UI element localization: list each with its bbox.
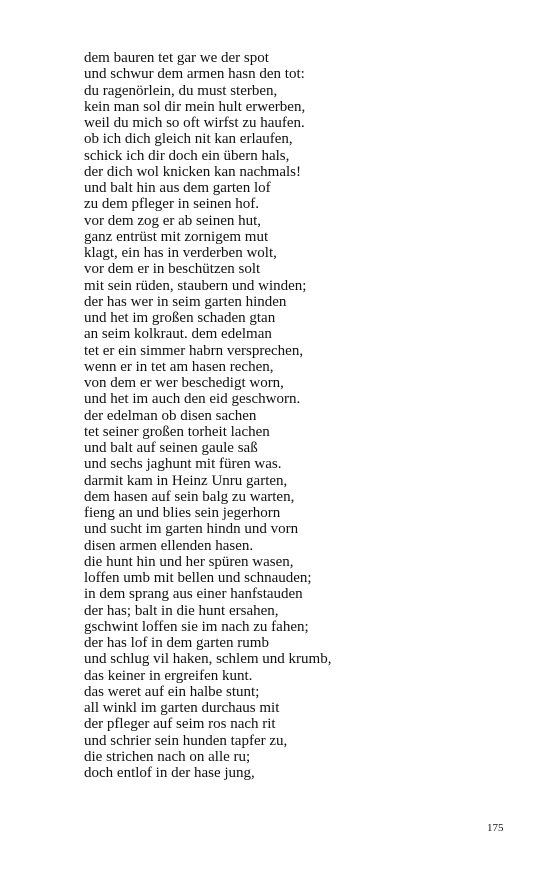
poem-line: kein man sol dir mein hult erwerben,: [84, 98, 306, 115]
poem-line: mit sein rüden, staubern und winden;: [84, 277, 307, 294]
poem-line: der has lof in dem garten rumb: [84, 635, 269, 651]
poem-line: ob ich dich gleich nit kan erlaufen,: [84, 131, 293, 148]
poem-line: ganz entrüst mit zornigem mut: [84, 228, 269, 245]
poem-line: und sechs jaghunt mit füren was.: [84, 456, 282, 473]
poem-line: die strichen nach on alle ru;: [84, 748, 251, 765]
poem-line: dem bauren tet gar we der spot: [84, 50, 269, 66]
poem-line: gschwint loffen sie im nach zu fahen;: [84, 618, 309, 635]
poem-line: klagt, ein has in verderben wolt,: [84, 245, 277, 261]
poem-line: zu dem pfleger in seinen hof.: [84, 196, 259, 213]
poem-line: an seim kolkraut. dem edelman: [84, 326, 272, 343]
poem-line: disen armen ellenden hasen.: [84, 537, 254, 554]
poem-line: und het im großen schaden gtan: [84, 310, 276, 326]
poem-line: darmit kam in Heinz Unru garten,: [84, 472, 288, 489]
poem-line: du ragenörlein, du must sterben,: [84, 82, 278, 99]
poem-line: und sucht im garten hindn und vorn: [84, 521, 299, 538]
poem-line: dem hasen auf sein balg zu warten,: [84, 488, 295, 505]
poem-line: in dem sprang aus einer hanfstauden: [84, 586, 303, 603]
poem-line: und schlug vil haken, schlem und krumb,: [84, 651, 332, 668]
poem-line: all winkl im garten durchaus mit: [84, 700, 280, 716]
poem-line: doch entlof in der hase jung,: [84, 765, 255, 781]
poem-line: von dem er wer beschedigt worn,: [84, 375, 284, 391]
poem-line: das keiner in ergreifen kunt.: [84, 667, 253, 684]
poem-line: und schwur dem armen hasn den tot:: [84, 66, 305, 83]
poem-line: das weret auf ein halbe stunt;: [84, 683, 260, 700]
poem-line: die hunt hin und her spüren wasen,: [84, 553, 294, 570]
poem-line: weil du mich so oft wirfst zu haufen.: [84, 115, 305, 131]
page-number: 175: [487, 822, 504, 834]
poem-line: vor dem er in beschützen solt: [84, 261, 261, 278]
poem-line: der edelman ob disen sachen: [84, 407, 257, 424]
poem-line: und balt hin aus dem garten lof: [84, 180, 271, 196]
poem-line: tet seiner großen torheit lachen: [84, 423, 270, 440]
poem-line: wenn er in tet am hasen rechen,: [84, 358, 274, 375]
poem-line: der pfleger auf seim ros nach rit: [84, 716, 276, 733]
poem-line: der has wer in seim garten hinden: [84, 293, 287, 310]
poem-line: der has; balt in die hunt ersahen,: [84, 602, 279, 619]
poem-line: der dich wol knicken kan nachmals!: [84, 163, 302, 180]
poem-line: vor dem zog er ab seinen hut,: [84, 212, 262, 229]
poem-line: fieng an und blies sein jegerhorn: [84, 505, 281, 521]
poem-line: schick ich dir doch ein übern hals,: [84, 147, 290, 164]
poem-line: tet er ein simmer habrn versprechen,: [84, 342, 304, 359]
poem-line: loffen umb mit bellen und schnauden;: [84, 570, 312, 586]
poem-line: und balt auf seinen gaule saß: [84, 440, 258, 456]
poem-line: und schrier sein hunden tapfer zu,: [84, 732, 288, 749]
poem-line: und het im auch den eid geschworn.: [84, 391, 301, 408]
poem-text-block: [84, 50, 331, 781]
